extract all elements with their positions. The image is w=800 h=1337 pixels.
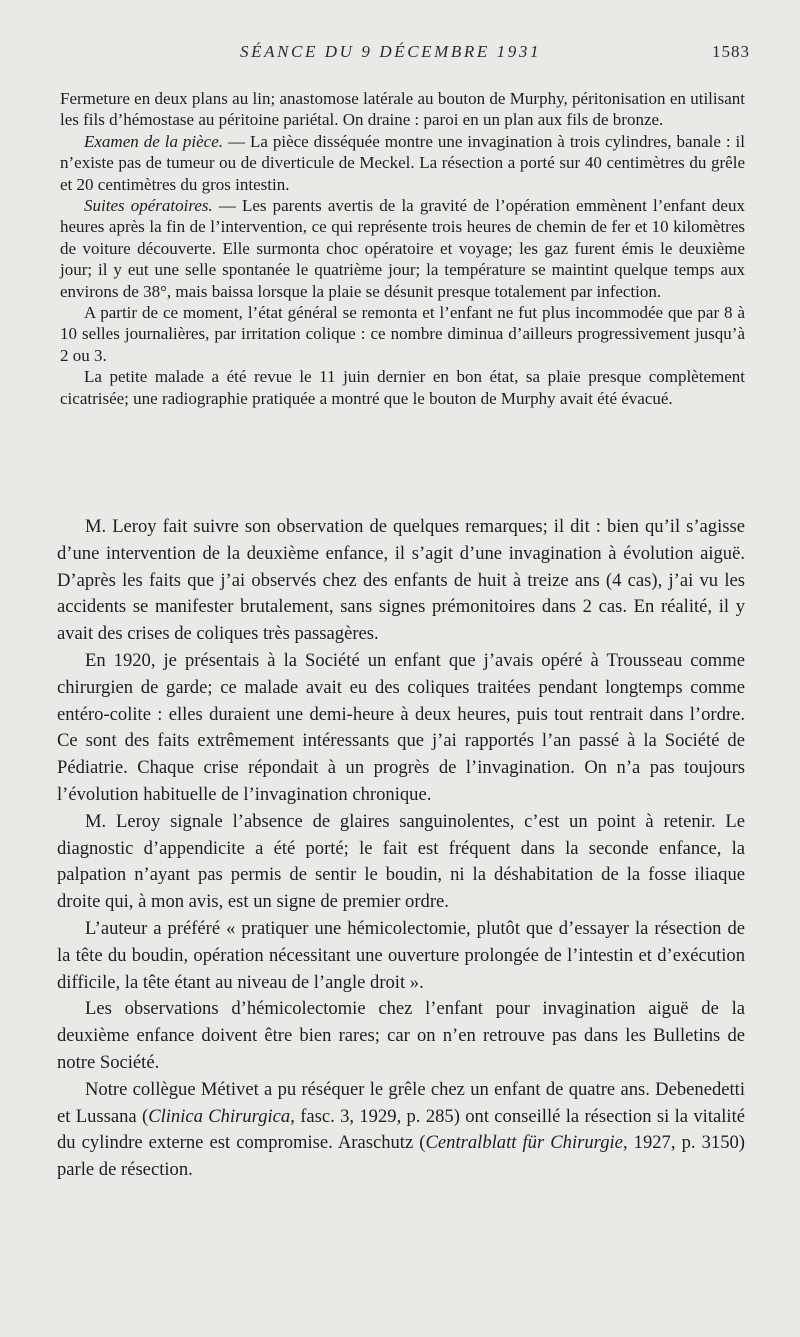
discussion-section bbox=[57, 514, 745, 1184]
journal-reference: Clinica Chirurgica bbox=[148, 1105, 291, 1127]
paragraph-postoperative bbox=[60, 195, 745, 302]
paragraph-references bbox=[57, 1077, 745, 1184]
paragraph-lead: Examen de la pièce. bbox=[84, 131, 224, 151]
page-number: 1583 bbox=[712, 42, 750, 61]
paragraph-text: — La pièce disséquée montre une invagination à trois cylindres, banale : il n’existe pas de tumeur ou de diverticule de Meckel. La résection a porté sur 40 centimètres du grêle et 20 centimètres du gros intestin. bbox=[60, 131, 745, 194]
case-report-section bbox=[60, 88, 745, 409]
paragraph-text: Notre collègue Métivet a pu réséquer le grêle chez un enfant de quatre ans. Debenedetti et Lussana ( bbox=[57, 1078, 745, 1127]
paragraph-text: , fasc. 3, 1929, p. 285) ont conseillé la résection si la vitalité du cylindre externe est compromise. Araschutz ( bbox=[57, 1105, 745, 1154]
paragraph-diagnosis bbox=[57, 809, 745, 916]
paragraph-text: L’auteur a préféré « pratiquer une hémicolectomie, plutôt que d’essayer la résection de la tête du boudin, opération nécessitant une ouverture prolongée de l’intestin et d’exécution difficile, la tête étant au niveau de l’angle droit ». bbox=[57, 917, 745, 993]
paragraph-text: La petite malade a été revue le 11 juin dernier en bon état, sa plaie presque complètement cicatrisée; une radiographie pratiquée a montré que le bouton de Murphy avait été évacué. bbox=[60, 367, 745, 408]
paragraph-rarity bbox=[57, 996, 745, 1076]
running-title: SÉANCE DU 9 DÉCEMBRE 1931 bbox=[240, 42, 542, 61]
paragraph-follow-up bbox=[60, 366, 745, 409]
paragraph-text: Fermeture en deux plans au lin; anastomose latérale au bouton de Murphy, péritonisation en utilisant les fils d’hémostase au péritoine pariétal. On draine : paroi en un plan aux fils de bronze. bbox=[60, 89, 745, 130]
paragraph-recovery bbox=[60, 302, 745, 366]
paragraph-text: — Les parents avertis de la gravité de l’opération emmènent l’enfant deux heures après la fin de l’intervention, ce qui représente trois heures de chemin de fer et 10 kilomètres de voiture découverte. Elle surmonta choc opératoire et voyage; les gaz furent émis le deuxième jour; il y eut une selle spontanée le quatrième jour; la température se maintint quelque temps aux environs de 38°, mais baissa lorsque la plaie se désunit presque totalement par infection. bbox=[60, 196, 745, 301]
page-header bbox=[0, 42, 800, 66]
paragraph-text: En 1920, je présentais à la Société un enfant que j’avais opéré à Trousseau comme chirurgien de garde; ce malade avait eu des coliques traitées pendant longtemps comme entéro-colite : elles duraient une demi-heure à deux heures, puis tout rentrait dans l’ordre. Ce sont des faits extrêmement intéressants que j’ai rapportés l’an passé à la Société de Pédiatrie. Chaque crise répondait à un progrès de l’invagination. On n’a pas toujours l’évolution habituelle de l’invagination chronique. bbox=[57, 649, 745, 805]
paragraph-text: M. Leroy signale l’absence de glaires sanguinolentes, c’est un point à retenir. Le diagnostic d’appendicite a été porté; le fait est fréquent dans la seconde enfance, la palpation n’ayant pas permis de sentir le boudin, ni la déshabitation de la fosse iliaque droite qui, à mon avis, est un signe de premier ordre. bbox=[57, 810, 745, 913]
paragraph-lead: Suites opératoires. bbox=[84, 196, 213, 216]
journal-reference: Centralblatt für Chirurgie bbox=[425, 1132, 623, 1154]
paragraph-text: A partir de ce moment, l’état général se remonta et l’enfant ne fut plus incommodée que par 8 à 10 selles journalières, par irritation colique : ce nombre diminua d’ailleurs progressivement jusqu’à 2 ou 3. bbox=[60, 303, 745, 365]
paragraph-remarks bbox=[57, 514, 745, 648]
paragraph-specimen-exam bbox=[60, 131, 745, 195]
paragraph-1920-case bbox=[57, 648, 745, 809]
paragraph-hemicolectomy bbox=[57, 916, 745, 996]
paragraph-text: Les observations d’hémicolectomie chez l’enfant pour invagination aiguë de la deuxième enfance doivent être bien rares; car on n’en retrouve pas dans les Bulletins de notre Société. bbox=[57, 998, 745, 1073]
paragraph-text: , 1927, p. 3150) parle de résection. bbox=[57, 1132, 746, 1181]
paragraph-closure bbox=[60, 88, 745, 131]
paragraph-text: M. Leroy fait suivre son observation de quelques remarques; il dit : bien qu’il s’agisse d’une intervention de la deuxième enfance, il s’agit d’une invagination à évolution aiguë. D’après les faits que j’ai observés chez des enfants de huit à treize ans (4 cas), j’ai vu les accidents se manifester brutalement, sans signes prémonitoires dans 2 cas. En réalité, il y avait des crises de coliques très passagères. bbox=[57, 516, 745, 645]
